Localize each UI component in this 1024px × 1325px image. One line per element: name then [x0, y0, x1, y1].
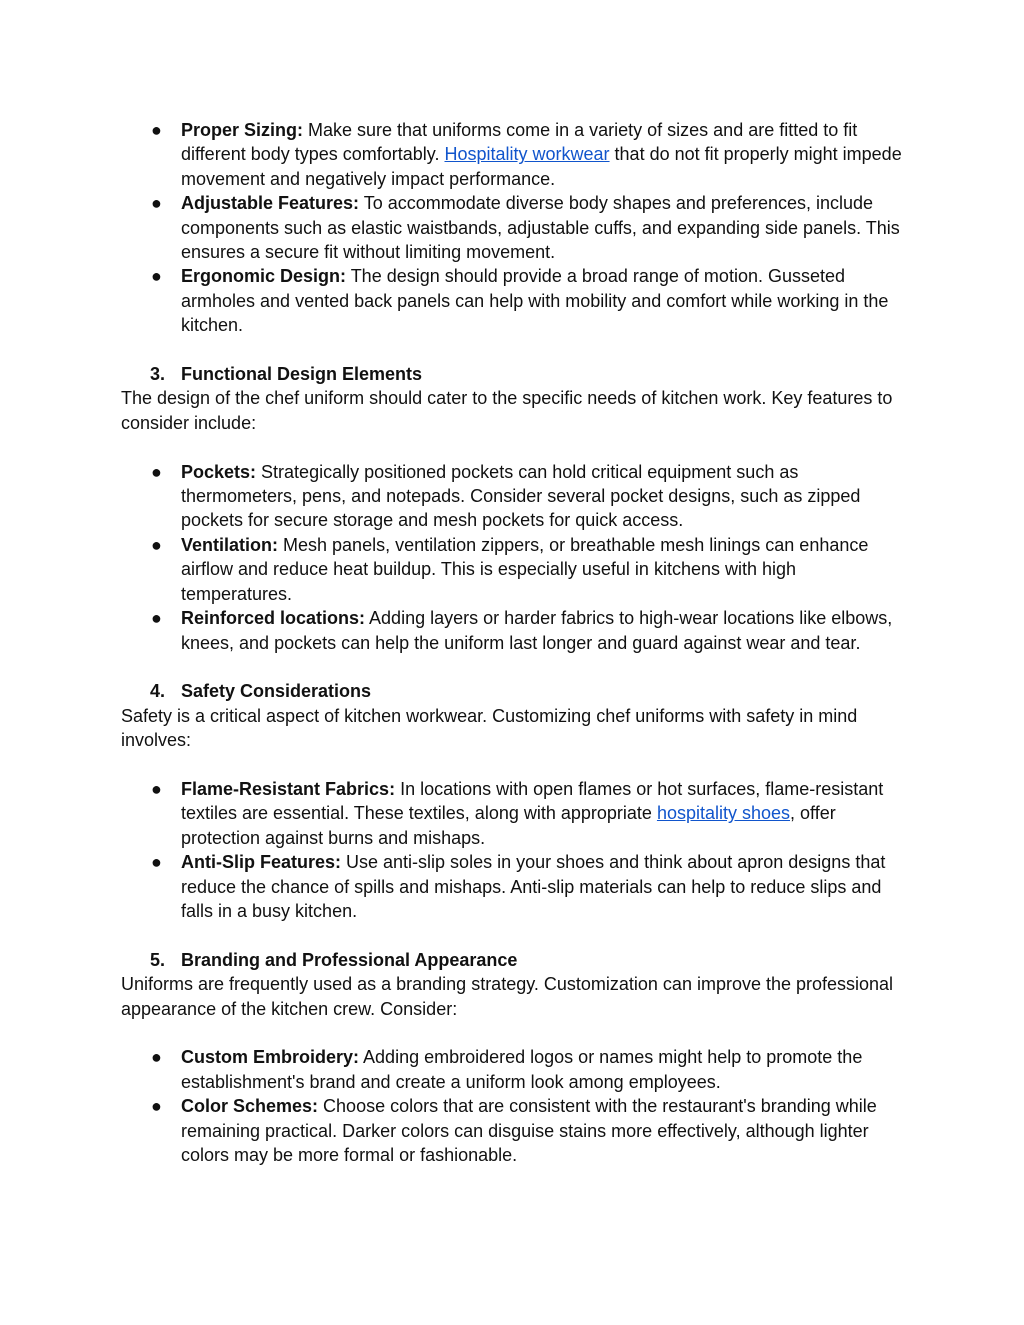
- section-title: Safety Considerations: [181, 681, 372, 702]
- item-label: Color Schemes:: [181, 1096, 319, 1117]
- branding-list: [121, 1045, 911, 1167]
- item-text: Strategically positioned pockets can hold critical equipment such as thermometers, pens, and notepads. Consider several pocket designs, such as zipped pockets for secure storage and mesh pockets for quick access.: [181, 461, 861, 531]
- section-number: 3.: [150, 364, 166, 385]
- item-text: Make sure that uniforms come in a variety of sizes and are fitted to fit different body types comfortably.: [181, 120, 858, 165]
- item-label: Ergonomic Design:: [181, 266, 347, 287]
- item-text: , offer protection against burns and mishaps.: [181, 803, 836, 848]
- list-item: [121, 533, 911, 606]
- item-text: Choose colors that are consistent with the restaurant's branding while remaining practical. Darker colors can disguise stains more effectively, although lighter colors may be more formal or fashionable.: [181, 1096, 877, 1165]
- section-intro: The design of the chef uniform should cater to the specific needs of kitchen work. Key features to consider include:: [121, 388, 893, 433]
- item-text: Adding embroidered logos or names might help to promote the establishment's brand and create a uniform look among employees.: [181, 1047, 863, 1092]
- item-label: Proper Sizing:: [181, 120, 304, 140]
- bullet-icon: ●: [151, 193, 162, 214]
- item-text: The design should provide a broad range of motion. Gusseted armholes and vented back panels can help with mobility and comfort while working in the kitchen.: [181, 266, 889, 336]
- item-label: Flame-Resistant Fabrics:: [181, 778, 396, 799]
- item-label: Anti-Slip Features:: [181, 852, 342, 873]
- bullet-icon: ●: [151, 461, 162, 482]
- item-text: Mesh panels, ventilation zippers, or breathable mesh linings can enhance airflow and reduce heat buildup. This is especially useful in kitchens with high temperatures.: [181, 534, 869, 604]
- safety-list: [121, 777, 911, 923]
- list-item: [121, 850, 911, 923]
- bullet-icon: ●: [151, 608, 162, 629]
- section-intro: Safety is a critical aspect of kitchen workwear. Customizing chef uniforms with safety in mind involves:: [121, 705, 858, 751]
- item-label: Custom Embroidery:: [181, 1047, 360, 1068]
- list-item: [121, 777, 911, 850]
- item-text: Adding layers or harder fabrics to high-wear locations like elbows, knees, and pockets can help the uniform last longer and guard against wear and tear.: [181, 608, 893, 653]
- functional-design-list: [121, 460, 911, 655]
- section-heading-branding: [121, 948, 911, 972]
- list-item: [121, 460, 911, 533]
- bullet-icon: ●: [151, 120, 162, 140]
- list-item: [121, 606, 911, 655]
- section-title: Functional Design Elements: [181, 364, 423, 385]
- bullet-icon: ●: [151, 852, 162, 873]
- item-text: To accommodate diverse body shapes and preferences, include components such as elastic waistbands, adjustable cuffs, and expanding side panels. This ensures a secure fit without limiting movement.: [181, 193, 900, 263]
- list-item: [121, 118, 911, 191]
- section-number: 4.: [150, 681, 166, 702]
- section-intro: Uniforms are frequently used as a branding strategy. Customization can improve the professional appearance of the kitchen crew. Consider:: [121, 974, 894, 1019]
- item-text: Use anti-slip soles in your shoes and think about apron designs that reduce the chance of spills and mishaps. Anti-slip materials can help to reduce slips and falls in a busy kitchen.: [181, 852, 886, 921]
- hospitality-shoes-link[interactable]: hospitality shoes: [656, 803, 791, 824]
- item-label: Reinforced locations:: [181, 608, 366, 629]
- item-label: Adjustable Features:: [181, 193, 360, 214]
- document-page: [121, 118, 911, 1167]
- list-item: [121, 1045, 911, 1094]
- bullet-icon: ●: [151, 1047, 162, 1068]
- bullet-icon: ●: [151, 778, 162, 799]
- sizing-fit-list: [121, 118, 911, 338]
- hospitality-workwear-link[interactable]: Hospitality workwear: [444, 144, 610, 165]
- item-text: In locations with open flames or hot surfaces, flame-resistant textiles are essential. These textiles, along with appropriate: [181, 778, 884, 824]
- item-label: Pockets:: [181, 461, 257, 482]
- bullet-icon: ●: [151, 534, 162, 555]
- list-item: [121, 264, 911, 337]
- list-item: [121, 1094, 911, 1167]
- section-title: Branding and Professional Appearance: [181, 949, 518, 970]
- list-item: [121, 191, 911, 264]
- bullet-icon: ●: [151, 1096, 162, 1117]
- item-label: Ventilation:: [181, 534, 279, 555]
- section-heading-safety: [121, 679, 911, 703]
- item-text: that do not fit properly might impede movement and negatively impact performance.: [181, 144, 902, 189]
- bullet-icon: ●: [151, 266, 162, 287]
- section-number: 5.: [150, 949, 166, 970]
- section-heading-functional-design: [121, 362, 911, 386]
